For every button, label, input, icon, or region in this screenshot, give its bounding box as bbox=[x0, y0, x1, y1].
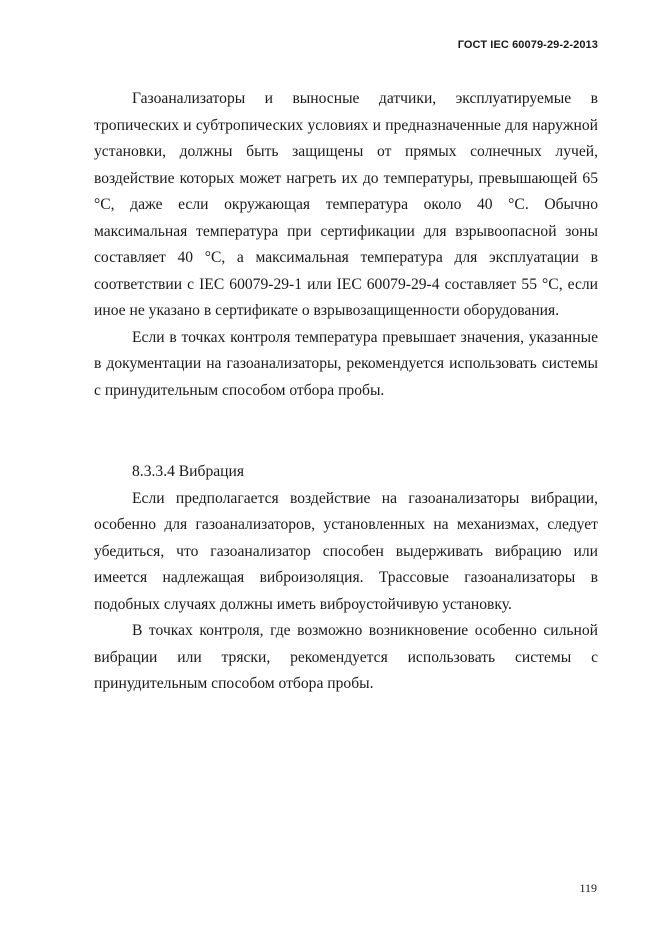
paragraph-forced-sampling: Если в точках контроля температура превышает значения, указанные в документации на газоанализаторы, рекомендуется использовать системы с принудительным способом отбора пробы. bbox=[94, 328, 598, 399]
page-number: 119 bbox=[579, 881, 597, 895]
paragraph-strong-vibration: В точках контроля, где возможно возникновение особенно сильной вибрации или тряски, рекомендуется использовать системы с принудительным способом отбора пробы. bbox=[94, 622, 598, 692]
text-block-vibration bbox=[94, 459, 598, 698]
document-code-header: ГОСТ IEC 60079-29-2-2013 bbox=[457, 39, 598, 51]
section-heading-vibration: 8.3.3.4 Вибрация bbox=[132, 463, 245, 480]
text-block-temperature bbox=[94, 86, 598, 404]
paragraph-sun-protection: Газоанализаторы и выносные датчики, эксплуатируемые в тропических и субтропических условиях и предназначенные для наружной установки, должны быть защищены от прямых солнечных лучей, воздействие которых может нагреть их до температуры, превышающей 65 °С, даже если окружающая температура около 40 °С. Обычно максимальная температура при сертификации для взрывоопасной зоны составляет 40 °С, а максимальная температура для эксплуатации в соответствии с IEC 60079-29-1 или IEC 60079-29-4 составляет 55 °С, если иное не указано в сертификате о взрывозащищенности оборудования. bbox=[94, 90, 598, 319]
paragraph-vibration-resistance: Если предполагается воздействие на газоанализаторы вибрации, особенно для газоанализаторов, установленных на механизмах, следует убедиться, что газоанализатор способен выдерживать вибрацию или имеется надлежащая виброизоляция. Трассовые газоанализаторы в подобных случаях должны иметь виброустойчивую установку. bbox=[94, 489, 598, 613]
